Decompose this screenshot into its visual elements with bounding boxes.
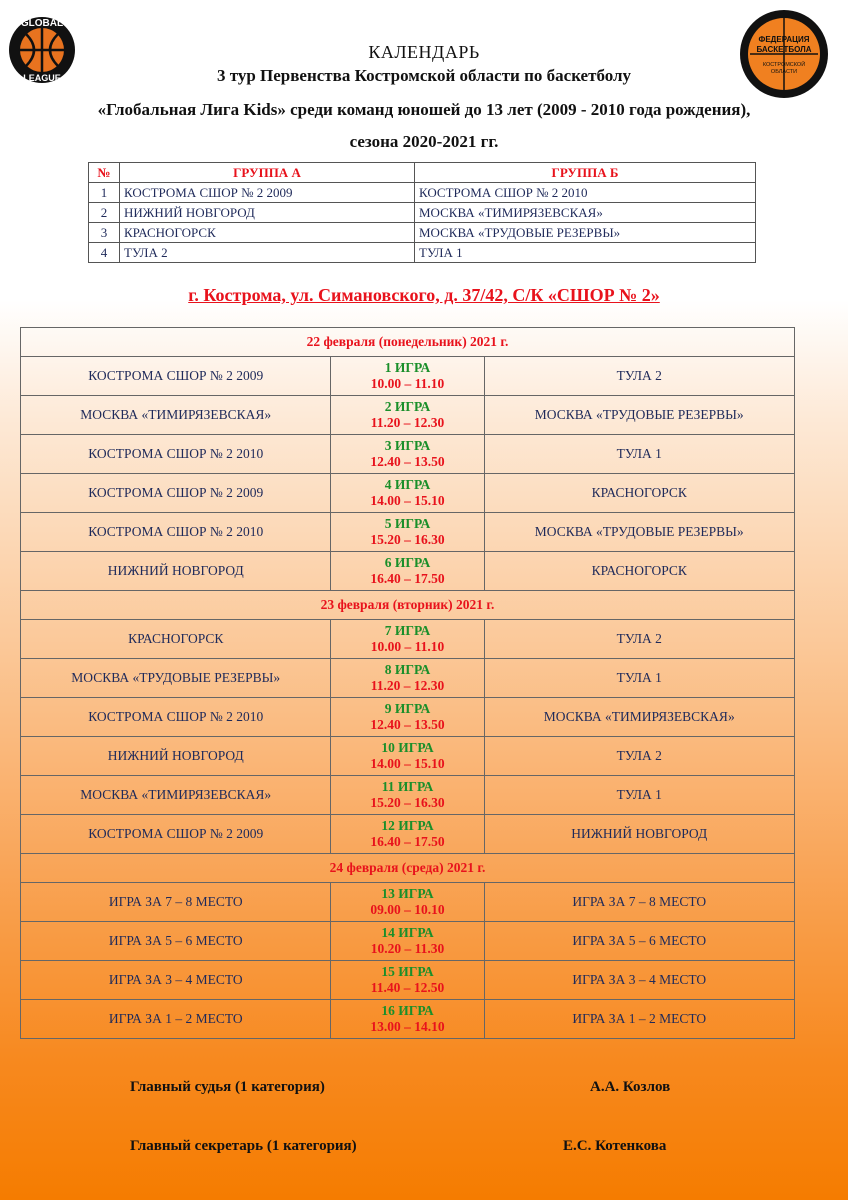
game-time: 15.20 – 16.30 (370, 795, 445, 810)
home-team: МОСКВА «ТИМИРЯЗЕВСКАЯ» (21, 776, 331, 815)
game-info (331, 552, 484, 591)
day-header-row (21, 854, 795, 883)
game-info (331, 883, 484, 922)
logo-left-top-text: GLOBAL (20, 18, 64, 29)
away-team: ТУЛА 2 (484, 737, 795, 776)
game-row (21, 396, 795, 435)
groups-col-num: № (89, 163, 120, 183)
game-info (331, 815, 484, 854)
game-time: 14.00 – 15.10 (370, 493, 445, 508)
group-a-team: ТУЛА 2 (120, 243, 415, 263)
game-info (331, 961, 484, 1000)
home-team: МОСКВА «ТИМИРЯЗЕВСКАЯ» (21, 396, 331, 435)
game-time: 11.40 – 12.50 (370, 980, 445, 995)
game-info (331, 659, 484, 698)
home-team: ИГРА ЗА 5 – 6 МЕСТО (21, 922, 331, 961)
game-time: 10.20 – 11.30 (370, 941, 445, 956)
home-team: ИГРА ЗА 7 – 8 МЕСТО (21, 883, 331, 922)
game-info (331, 1000, 484, 1039)
game-row (21, 698, 795, 737)
game-info (331, 922, 484, 961)
game-row (21, 883, 795, 922)
game-number: 6 ИГРА (384, 555, 431, 570)
game-time: 12.40 – 13.50 (370, 717, 445, 732)
home-team: КОСТРОМА СШОР № 2 2009 (21, 815, 331, 854)
away-team: ИГРА ЗА 5 – 6 МЕСТО (484, 922, 795, 961)
game-row (21, 961, 795, 1000)
game-info (331, 474, 484, 513)
home-team: МОСКВА «ТРУДОВЫЕ РЕЗЕРВЫ» (21, 659, 331, 698)
game-info (331, 737, 484, 776)
group-row-num: 2 (89, 203, 120, 223)
away-team: ТУЛА 2 (484, 620, 795, 659)
group-row-num: 4 (89, 243, 120, 263)
home-team: НИЖНИЙ НОВГОРОД (21, 552, 331, 591)
away-team: КРАСНОГОРСК (484, 474, 795, 513)
away-team: ИГРА ЗА 3 – 4 МЕСТО (484, 961, 795, 1000)
away-team: МОСКВА «ТРУДОВЫЕ РЕЗЕРВЫ» (484, 396, 795, 435)
home-team: ИГРА ЗА 1 – 2 МЕСТО (21, 1000, 331, 1039)
chief-judge-role: Главный судья (1 категория) (130, 1079, 325, 1095)
group-b-team: ТУЛА 1 (415, 243, 756, 263)
home-team: КОСТРОМА СШОР № 2 2009 (21, 357, 331, 396)
groups-row (89, 203, 756, 223)
day-label: 23 февраля (вторник) 2021 г. (21, 591, 795, 620)
game-time: 10.00 – 11.10 (370, 376, 445, 391)
home-team: КРАСНОГОРСК (21, 620, 331, 659)
game-time: 11.20 – 12.30 (370, 678, 445, 693)
day-label: 24 февраля (среда) 2021 г. (21, 854, 795, 883)
subtitle-line-3: сезона 2020-2021 гг. (349, 132, 499, 151)
groups-table (88, 162, 756, 263)
home-team: КОСТРОМА СШОР № 2 2010 (21, 513, 331, 552)
groups-row (89, 243, 756, 263)
game-number: 11 ИГРА (381, 779, 434, 794)
game-info (331, 620, 484, 659)
chief-secretary-name: Е.С. Котенкова (563, 1138, 667, 1154)
game-number: 15 ИГРА (381, 964, 434, 979)
away-team: ТУЛА 1 (484, 776, 795, 815)
away-team: МОСКВА «ТРУДОВЫЕ РЕЗЕРВЫ» (484, 513, 795, 552)
game-number: 16 ИГРА (381, 1003, 434, 1018)
game-row (21, 435, 795, 474)
game-time: 12.40 – 13.50 (370, 454, 445, 469)
game-time: 15.20 – 16.30 (370, 532, 445, 547)
chief-secretary-role: Главный секретарь (1 категория) (130, 1138, 357, 1154)
away-team: ИГРА ЗА 1 – 2 МЕСТО (484, 1000, 795, 1039)
game-time: 10.00 – 11.10 (370, 639, 445, 654)
away-team: ТУЛА 2 (484, 357, 795, 396)
game-number: 14 ИГРА (381, 925, 434, 940)
logo-right-line4: ОБЛАСТИ (770, 69, 798, 75)
game-number: 12 ИГРА (381, 818, 434, 833)
game-number: 3 ИГРА (384, 438, 431, 453)
game-time: 11.20 – 12.30 (370, 415, 445, 430)
day-header-row (21, 328, 795, 357)
home-team: ИГРА ЗА 3 – 4 МЕСТО (21, 961, 331, 1000)
game-time: 13.00 – 14.10 (370, 1019, 445, 1034)
game-time: 16.40 – 17.50 (370, 834, 445, 849)
away-team: ТУЛА 1 (484, 659, 795, 698)
game-row (21, 737, 795, 776)
groups-row (89, 183, 756, 203)
game-info (331, 435, 484, 474)
game-number: 4 ИГРА (384, 477, 431, 492)
group-b-team: МОСКВА «ТРУДОВЫЕ РЕЗЕРВЫ» (415, 223, 756, 243)
game-info (331, 396, 484, 435)
game-row (21, 513, 795, 552)
group-row-num: 1 (89, 183, 120, 203)
home-team: КОСТРОМА СШОР № 2 2010 (21, 435, 331, 474)
game-time: 16.40 – 17.50 (370, 571, 445, 586)
game-row (21, 552, 795, 591)
group-a-team: КОСТРОМА СШОР № 2 2009 (120, 183, 415, 203)
schedule-table (20, 327, 795, 1039)
game-row (21, 922, 795, 961)
chief-judge-name: А.А. Козлов (590, 1079, 671, 1095)
home-team: КОСТРОМА СШОР № 2 2009 (21, 474, 331, 513)
document-title: КАЛЕНДАРЬ (368, 42, 480, 62)
game-row (21, 357, 795, 396)
groups-header-row (89, 163, 756, 183)
game-time: 09.00 – 10.10 (370, 902, 445, 917)
game-number: 8 ИГРА (384, 662, 431, 677)
game-row (21, 620, 795, 659)
home-team: КОСТРОМА СШОР № 2 2010 (21, 698, 331, 737)
game-number: 7 ИГРА (384, 623, 431, 638)
away-team: НИЖНИЙ НОВГОРОД (484, 815, 795, 854)
day-label: 22 февраля (понедельник) 2021 г. (21, 328, 795, 357)
game-row (21, 815, 795, 854)
groups-col-a: ГРУППА А (120, 163, 415, 183)
group-a-team: НИЖНИЙ НОВГОРОД (120, 203, 415, 223)
game-number: 5 ИГРА (384, 516, 431, 531)
away-team: КРАСНОГОРСК (484, 552, 795, 591)
game-info (331, 513, 484, 552)
game-row (21, 659, 795, 698)
away-team: ИГРА ЗА 7 – 8 МЕСТО (484, 883, 795, 922)
game-number: 13 ИГРА (381, 886, 434, 901)
game-time: 14.00 – 15.10 (370, 756, 445, 771)
subtitle-line-2: «Глобальная Лига Kids» среди команд юношей до 13 лет (2009 - 2010 года рождения), (97, 100, 751, 119)
game-row (21, 1000, 795, 1039)
away-team: МОСКВА «ТИМИРЯЗЕВСКАЯ» (484, 698, 795, 737)
groups-row (89, 223, 756, 243)
game-number: 1 ИГРА (384, 360, 431, 375)
game-row (21, 776, 795, 815)
game-info (331, 698, 484, 737)
logo-right-line2: БАСКЕТБОЛА (756, 45, 812, 54)
away-team: ТУЛА 1 (484, 435, 795, 474)
groups-col-b: ГРУППА Б (415, 163, 756, 183)
venue-address: г. Кострома, ул. Симановского, д. 37/42, С/К «СШОР № 2» (188, 285, 660, 305)
logo-right-line1: ФЕДЕРАЦИЯ (758, 35, 810, 44)
group-row-num: 3 (89, 223, 120, 243)
subtitle-line-1: 3 тур Первенства Костромской области по баскетболу (216, 66, 632, 85)
logo-right-line3: КОСТРОМСКОЙ (762, 62, 806, 68)
game-info (331, 776, 484, 815)
game-number: 9 ИГРА (384, 701, 431, 716)
logo-left-bottom-text: LEAGUE (23, 73, 61, 83)
group-a-team: КРАСНОГОРСК (120, 223, 415, 243)
day-header-row (21, 591, 795, 620)
game-number: 2 ИГРА (384, 399, 431, 414)
game-info (331, 357, 484, 396)
group-b-team: КОСТРОМА СШОР № 2 2010 (415, 183, 756, 203)
group-b-team: МОСКВА «ТИМИРЯЗЕВСКАЯ» (415, 203, 756, 223)
home-team: НИЖНИЙ НОВГОРОД (21, 737, 331, 776)
game-row (21, 474, 795, 513)
game-number: 10 ИГРА (381, 740, 434, 755)
